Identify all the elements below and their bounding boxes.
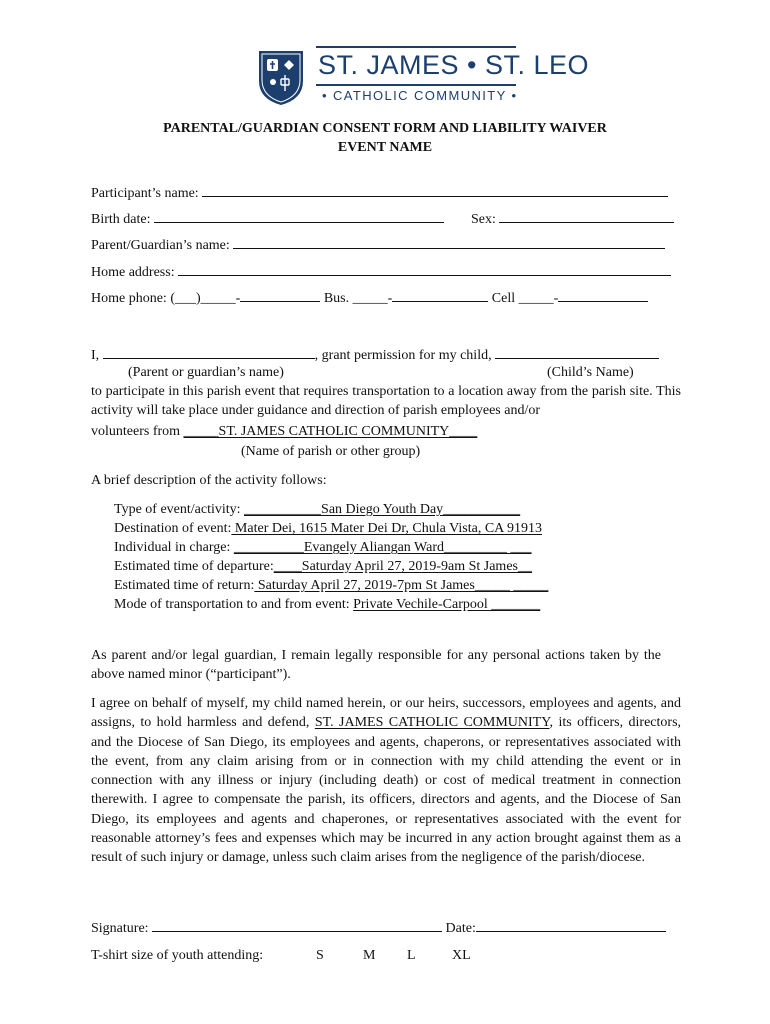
logo-rule <box>316 46 516 48</box>
activity-row <box>114 595 548 614</box>
activity-row <box>114 557 548 576</box>
participant-name-field[interactable] <box>202 182 668 197</box>
guardian-name-field[interactable] <box>233 234 665 249</box>
activity-row <box>114 519 548 538</box>
shield-icon <box>256 47 306 107</box>
activity-list <box>114 500 548 614</box>
group-value: _____ST. JAMES CATHOLIC COMMUNITY____ <box>183 424 478 439</box>
form-title: PARENTAL/GUARDIAN CONSENT FORM AND LIABILITY WAIVER <box>163 121 607 136</box>
participant-name-row <box>91 182 668 203</box>
activity-label: Individual in charge: <box>114 540 231 555</box>
home-address-row <box>91 261 671 282</box>
tshirt-size-xl[interactable]: XL <box>452 948 471 963</box>
permission-i: I, <box>91 348 100 363</box>
home-address-field[interactable] <box>178 261 671 276</box>
activity-value: Mater Dei, 1615 Mater Dei Dr, Chula Vista, CA 91913 <box>231 521 542 536</box>
activity-row <box>114 538 548 557</box>
activity-label: Estimated time of departure: <box>114 559 274 574</box>
activity-value: ___________San Diego Youth Day___________ <box>244 502 521 517</box>
logo-tagline: • CATHOLIC COMMUNITY • <box>322 88 518 103</box>
phone-row <box>91 287 648 308</box>
activity-row <box>114 576 548 595</box>
permission-grant-text: , grant permission for my child, <box>314 348 492 363</box>
tshirt-size-s[interactable]: S <box>316 948 324 963</box>
activity-value: ____Saturday April 27, 2019-9am St James__ <box>273 559 532 574</box>
activity-label: Destination of event: <box>114 521 232 536</box>
activity-row <box>114 500 548 519</box>
waiver-part1: I agree on behalf of myself, my child named herein, or our heirs, successors, employees and agents, and assigns, to hold harmless and defend, <box>91 696 681 731</box>
activity-label: Mode of transportation to and from event: <box>114 597 350 612</box>
participant-name-label: Participant’s name: <box>91 186 199 201</box>
home-phone-field[interactable] <box>240 287 320 302</box>
logo-wordmark: ST. JAMES • ST. LEO <box>318 50 590 80</box>
activity-value: Private Vechile-Carpool _______ <box>353 597 541 612</box>
waiver-community: ST. JAMES CATHOLIC COMMUNITY <box>314 715 550 731</box>
activity-label: Type of event/activity: <box>114 502 241 517</box>
form-subtitle: EVENT NAME <box>337 140 433 155</box>
activity-label: Estimated time of return: <box>114 578 255 593</box>
signature-row <box>91 917 666 938</box>
home-address-label: Home address: <box>91 265 175 280</box>
permission-body: to participate in this parish event that requires transportation to a location away from the parish site. This activity will take place under guidance and direction of parish employees and/or <box>91 384 681 419</box>
group-caption: (Name of parish or other group) <box>241 444 421 459</box>
parent-caption: (Parent or guardian’s name) <box>128 365 284 380</box>
birth-date-row <box>91 208 444 229</box>
sex-field[interactable] <box>499 208 674 223</box>
date-label: Date: <box>445 921 476 936</box>
tshirt-size-l[interactable]: L <box>407 948 416 963</box>
birth-date-field[interactable] <box>154 208 444 223</box>
responsibility-statement: As parent and/or legal guardian, I remain legally responsible for any personal actions taken by the above named minor (“participant”). <box>91 648 661 683</box>
logo-rule <box>316 84 516 86</box>
home-phone-label: Home phone: (___)_____- <box>91 291 241 306</box>
sex-row <box>471 208 674 229</box>
tshirt-size-m[interactable]: M <box>363 948 376 963</box>
activity-value: __________Evangely Aliangan Ward_________ ___ <box>233 540 532 555</box>
waiver-paragraph <box>91 694 681 868</box>
bus-phone-label: Bus. _____- <box>323 291 393 306</box>
cell-phone-label: Cell _____- <box>491 291 559 306</box>
activity-value: Saturday April 27, 2019-7pm St James_____ _____ <box>254 578 549 593</box>
guardian-name-row <box>91 234 665 255</box>
child-caption: (Child’s Name) <box>547 365 634 380</box>
volunteers-label: volunteers from <box>91 424 181 439</box>
signature-field[interactable] <box>152 917 442 932</box>
waiver-part2: , its officers, directors, and the Diocese of San Diego, its employees and agents, chaperons, or representatives associated with the event, from any claim arising from or in connection with my child attending the event or in connection with any illness or injury (including death) or cost of medical treatment in connection therewith. I agree to compensate the parish, its officers, directors and agents, and the Diocese of San Diego, its employees and agents and chaperones, or representatives associated with the event for reasonable attorney’s fees and expenses which may be incurred in any action brought against them as a result of such injury or damage, unless such claim arises from the negligence of the parish/diocese. <box>91 715 682 866</box>
child-name-field[interactable] <box>495 344 659 359</box>
bus-phone-field[interactable] <box>392 287 488 302</box>
birth-date-label: Birth date: <box>91 212 151 227</box>
permission-row <box>91 344 659 365</box>
volunteers-row <box>91 422 477 441</box>
parent-signer-field[interactable] <box>103 344 315 359</box>
cell-phone-field[interactable] <box>558 287 648 302</box>
tshirt-label: T-shirt size of youth attending: <box>91 948 264 963</box>
activity-intro: A brief description of the activity follows: <box>91 473 327 488</box>
guardian-name-label: Parent/Guardian’s name: <box>91 238 230 253</box>
signature-label: Signature: <box>91 921 149 936</box>
date-field[interactable] <box>476 917 666 932</box>
sex-label: Sex: <box>471 212 496 227</box>
